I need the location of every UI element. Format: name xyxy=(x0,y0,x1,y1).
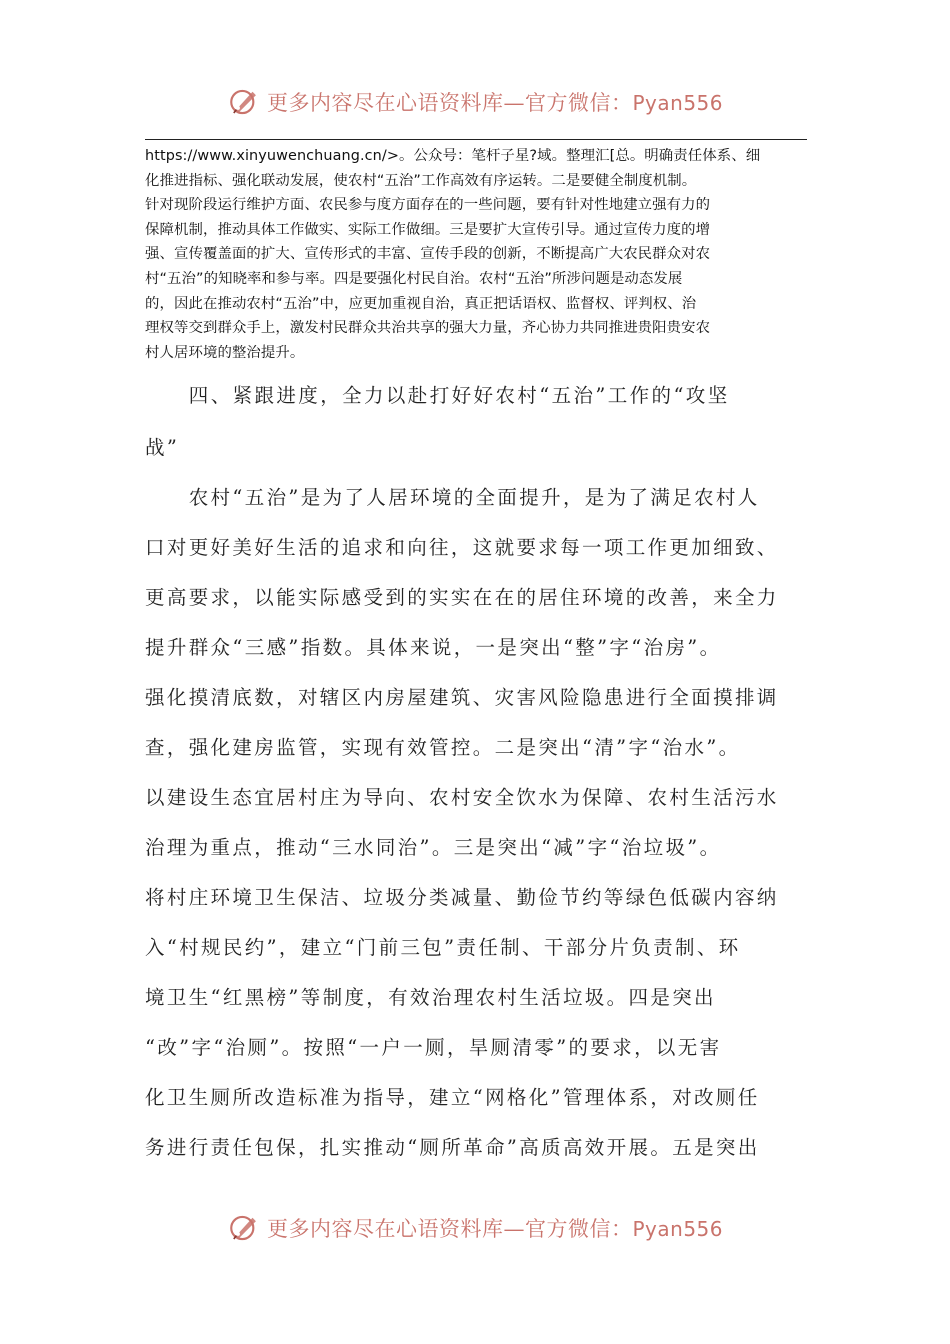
body-line: 提升群众“三感”指数。具体来说，一是突出“整”字“治房”。 xyxy=(145,636,722,659)
body-line: 将村庄环境卫生保洁、垃圾分类减量、勤俭节约等绿色低碳内容纳 xyxy=(145,886,779,909)
body-line: 务进行责任包保，扎实推动“厕所革命”高质高效开展。五是突出 xyxy=(145,1136,760,1159)
footer-wechat-id: Pyan556 xyxy=(632,1217,723,1241)
intro-paragraph xyxy=(145,144,807,365)
body-line: “改”字“治厕”。按照“一户一厕，旱厕清零”的要求，以无害 xyxy=(145,1036,722,1059)
section-heading-line-1: 四、紧跟进度，全力以赴打好好农村“五治”工作的“攻坚 xyxy=(145,384,730,407)
header-rule xyxy=(145,139,807,140)
pen-nib-logo-icon xyxy=(227,85,261,119)
body-line: 查，强化建房监管，实现有效管控。二是突出“清”字“治水”。 xyxy=(145,736,741,759)
body-line: 以建设生态宜居村庄为导向、农村安全饮水为保障、农村生活污水 xyxy=(145,786,779,809)
body-line: 农村“五治”是为了人居环境的全面提升，是为了满足农村人 xyxy=(145,486,760,509)
body-line: 化卫生厕所改造标准为指导，建立“网格化”管理体系，对改厕任 xyxy=(145,1086,760,1109)
body-line: 入“村规民约”，建立“门前三包”责任制、干部分片负责制、环 xyxy=(145,936,741,959)
intro-line: 化推进指标、强化联动发展，使农村“五治”工作高效有序运转。二是要健全制度机制。 xyxy=(145,172,697,189)
pen-nib-logo-icon xyxy=(227,1211,261,1245)
intro-line: 村人居环境的整治提升。 xyxy=(145,344,305,361)
header-banner xyxy=(0,82,950,122)
section-heading-line-2: 战” xyxy=(145,436,180,459)
intro-line: https://www.xinyuwenchuang.cn/>。公众号：笔杆子星?域。整理汇[总。明确责任体系、细 xyxy=(145,148,761,164)
header-banner-text xyxy=(267,87,723,117)
body-line: 更高要求，以能实际感受到的实实在在的居住环境的改善，来全力 xyxy=(145,586,779,609)
body-line: 口对更好美好生活的追求和向往，这就要求每一项工作更加细致、 xyxy=(145,536,779,559)
footer-banner-text xyxy=(267,1213,723,1243)
body-paragraph xyxy=(145,482,825,1182)
footer-brand-text: 更多内容尽在心语资料库—官方微信： xyxy=(266,1217,633,1241)
intro-line: 理权等交到群众手上，激发村民群众共治共享的强大力量，齐心协力共同推进贵阳贵安农 xyxy=(145,320,711,337)
intro-line: 保障机制，推动具体工作做实、实际工作做细。三是要扩大宣传引导。通过宣传力度的增 xyxy=(145,221,711,238)
intro-line: 强、宣传覆盖面的扩大、宣传形式的丰富、宣传手段的创新，不断提高广大农民群众对农 xyxy=(145,246,711,263)
intro-line: 的，因此在推动农村“五治”中，应更加重视自治，真正把话语权、监督权、评判权、治 xyxy=(145,295,697,312)
body-line: 强化摸清底数，对辖区内房屋建筑、灾害风险隐患进行全面摸排调 xyxy=(145,686,779,709)
intro-line: 村“五治”的知晓率和参与率。四是要强化村民自治。农村“五治”所涉问题是动态发展 xyxy=(145,270,683,287)
body-line: 境卫生“红黑榜”等制度，有效治理农村生活垃圾。四是突出 xyxy=(145,986,716,1009)
header-brand-text: 更多内容尽在心语资料库—官方微信： xyxy=(266,91,633,115)
header-wechat-id: Pyan556 xyxy=(632,91,723,115)
body-line: 治理为重点，推动“三水同治”。三是突出“减”字“治垃圾”。 xyxy=(145,836,722,859)
footer-banner xyxy=(0,1208,950,1248)
intro-line: 针对现阶段运行维护方面、农民参与度方面存在的一些问题，要有针对性地建立强有力的 xyxy=(145,197,711,214)
